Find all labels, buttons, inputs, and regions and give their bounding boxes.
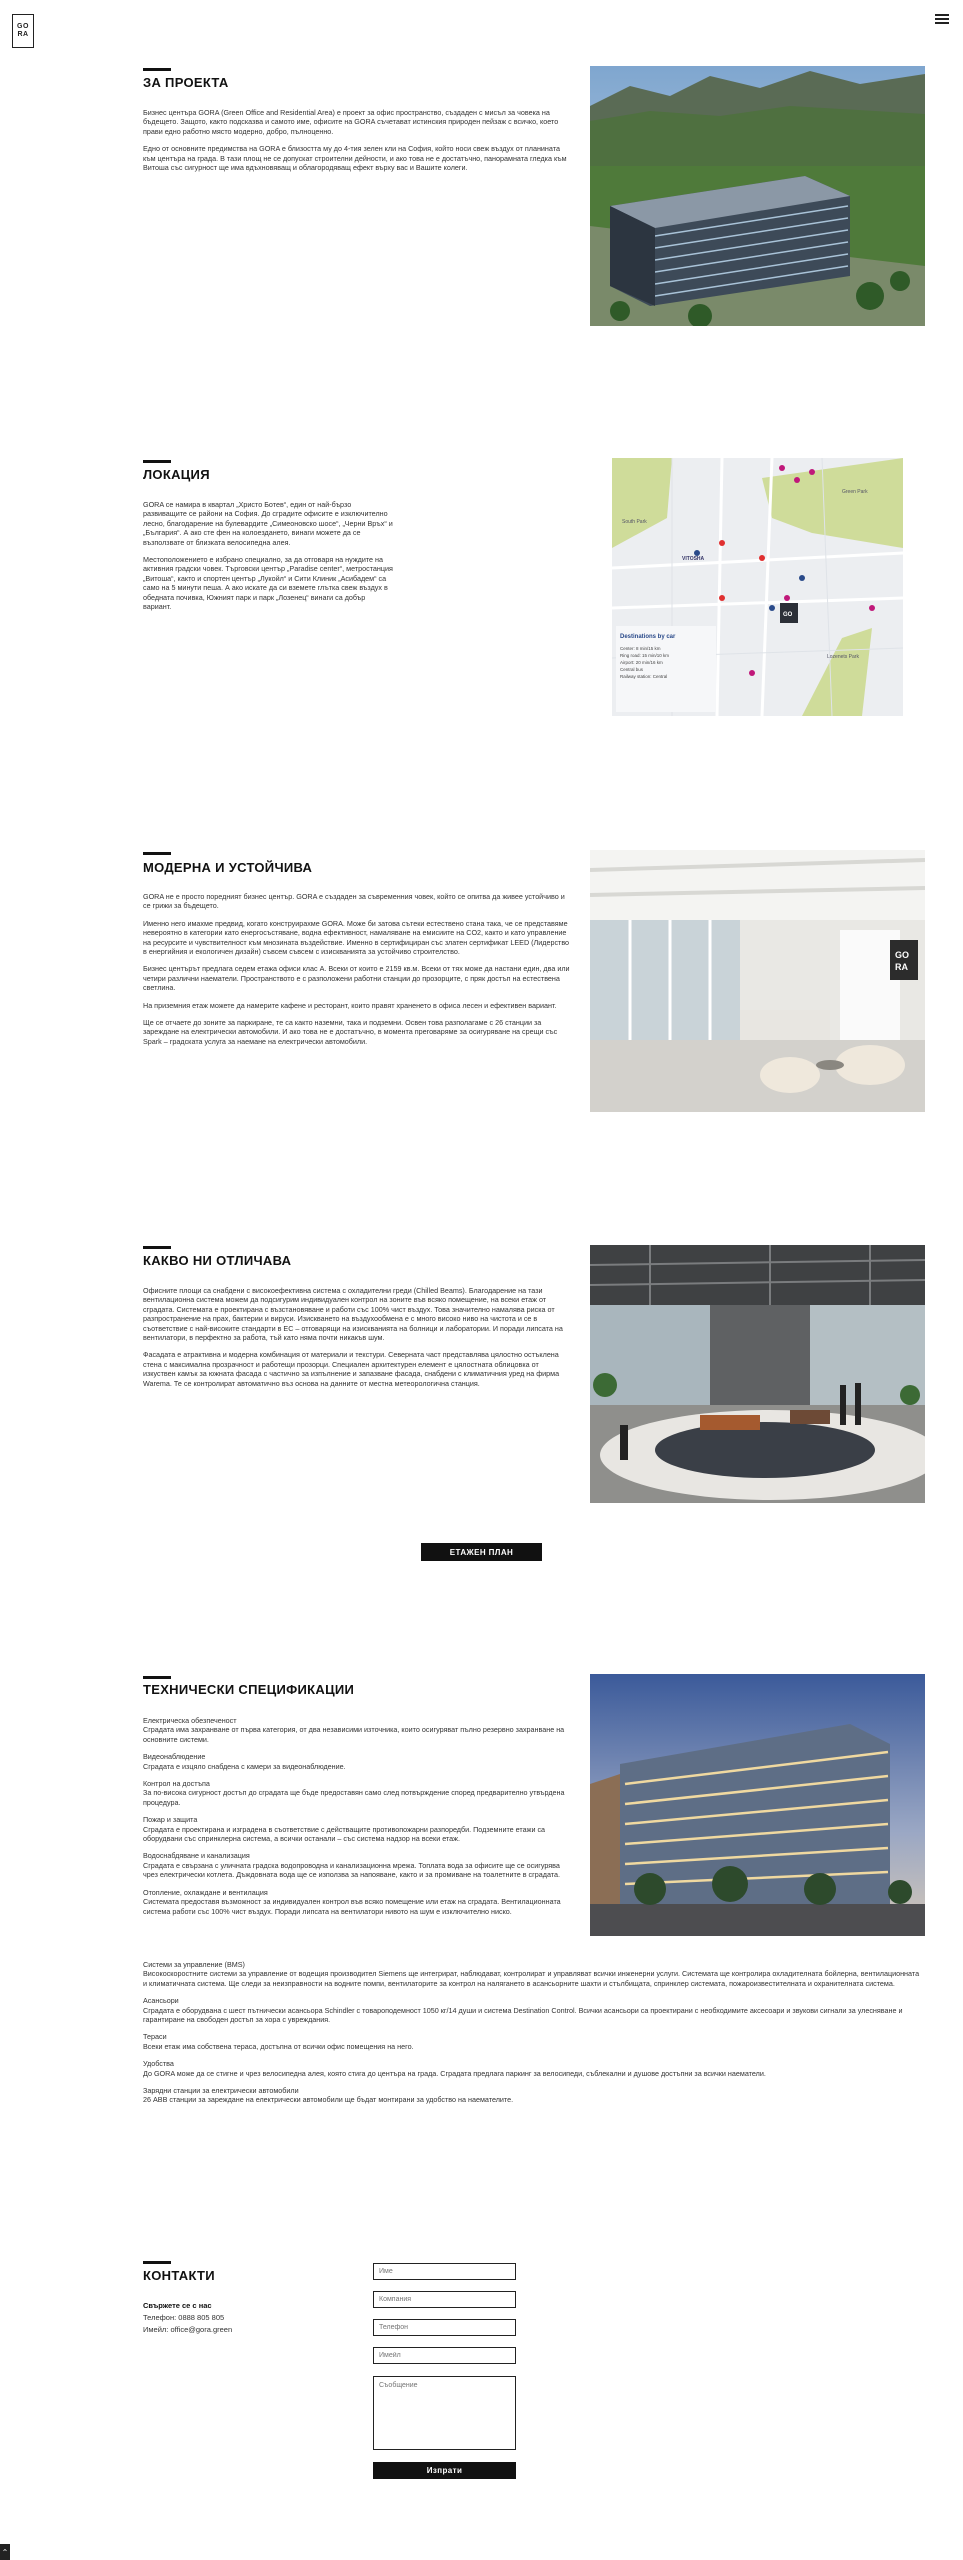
spec-desc: Сградата е свързана с уличната градска водопроводна и канализационна мрежа. Топлата вода за офисите ще се осигурява чрез електрически котлета. Дъждовната вода ще се използва за напояване, както и за промиване на тоалетните в сградата. xyxy=(143,1860,561,1880)
map-legend-item: Center: 8 min/15 km xyxy=(620,646,661,651)
svg-text:GO: GO xyxy=(783,612,793,618)
spec-desc: Сградата има захранване от първа категория, от два независими източника, които осигуряват пълно резервно захранване на основните системи. xyxy=(143,1725,565,1744)
logo-line1: GO xyxy=(17,23,29,30)
spec-title: Асансьори xyxy=(143,1996,179,2006)
section-divider xyxy=(143,1246,171,1249)
lobby-interior-photo xyxy=(590,850,925,1112)
name-input[interactable] xyxy=(373,2263,516,2280)
building-evening-photo xyxy=(590,1674,925,1936)
park-label: South Park xyxy=(622,519,647,525)
distinct-text xyxy=(143,1286,573,1396)
spec-desc: За по-висока сигурност достъп до сградата ще бъде предоставян само след потвърждение според предварително утвърдена процедура. xyxy=(143,1788,565,1807)
distinct-paragraph: Фасадата е атрактивна и модерна комбинация от материали и текстури. Северната част представлява цялостно остъклена стена с максимална прозрачност и работещи прозорци. Специален архитектурен елемент е цялостната облицовка от изкуствен камък за южната фасада с частично за изпълнение и запазване фасада, снабдени с климатичния уред на фирма Warema. Те се контролират автоматично въз основа на данните от местна метеорологична станция. xyxy=(143,1350,560,1388)
spec-item xyxy=(143,1888,573,1916)
spec-title: Пожар и защита xyxy=(143,1815,198,1825)
spec-title: Зарядни станции за електрически автомобили xyxy=(143,2086,299,2096)
location-paragraph: GORA се намира в квартал „Христо Ботев“, един от най-бързо развиващите се райони на София. До сградите офисите е изключително лесно, благодарение на булевардите „Симеоновско шосе“, „Черни Връх“ и „България“. А ако сте фен на колоездането, винаги можете да се възползвате от близката велосипедна алея. xyxy=(143,500,393,547)
spec-title: Водоснабдяване и канализация xyxy=(143,1851,250,1861)
spec-desc: 26 АВВ станции за зареждане на електрически автомобили ще бъдат монтирани за удобство на наемателите. xyxy=(143,2095,514,2105)
map-legend-title: Destinations by car xyxy=(620,634,676,640)
section-divider xyxy=(143,2261,171,2264)
spec-item xyxy=(143,1716,573,1744)
spec-title: Отопление, охлаждане и вентилация xyxy=(143,1887,268,1897)
phone-input[interactable] xyxy=(373,2319,516,2336)
metro-label: VITOSHA xyxy=(682,556,705,562)
spec-desc: Сградата е проектирана и изградена в съответствие с действащите противопожарни разпоредби. Подземните етажи са оборудвани със спринклерна система, а всички останали – със система надзор на всеки етаж. xyxy=(143,1824,546,1844)
office-interior-photo xyxy=(590,1245,925,1503)
spec-item xyxy=(143,1851,573,1879)
modern-paragraph: GORA не е просто поредният бизнес център. GORA е създаден за съвременния човек, който се опитва да живее устойчиво и се грижи за бъдещето. xyxy=(143,892,565,911)
spec-title: Видеонаблюдение xyxy=(143,1752,206,1762)
section-divider xyxy=(143,1676,171,1679)
contact-phone[interactable]: Телефон: 0888 805 805 xyxy=(143,2313,225,2322)
building-aerial-photo xyxy=(590,66,925,326)
contact-info xyxy=(143,2300,343,2336)
svg-text:RA: RA xyxy=(895,962,908,972)
modern-text xyxy=(143,892,573,1054)
park-label: Lozenets Park xyxy=(827,654,859,660)
spec-desc: До GORA може да се стигне и чрез велосипедна алея, която стига до центъра на града. Сградата предлага паркинг за велосипеди, съблекални и душове достъпни за всички наематели. xyxy=(143,2068,766,2078)
spec-title: Контрол на достъпа xyxy=(143,1779,210,1789)
about-text xyxy=(143,108,573,180)
message-textarea[interactable] xyxy=(373,2376,516,2450)
gora-logo[interactable] xyxy=(12,14,34,48)
location-title: ЛОКАЦИЯ xyxy=(143,467,210,482)
spec-item xyxy=(143,1779,573,1807)
spec-item xyxy=(143,2059,920,2078)
spec-desc: Високоскоростните системи за управление от водещия производител Siemens ще интегрират, наблюдават, контролират и управляват всички инженерни услуги. Системата ще контролира охладителната бойлерна, вентилационната и климатичната система. Ще следи за неизправности на водните помпи, вентилаторите за контрол на налягането в асансьорните шахти и стълбищата, спринклер системата, пожароизвестителната и охранителната система. xyxy=(143,1969,920,1988)
spec-title: Удобства xyxy=(143,2059,174,2069)
modern-paragraph: На приземния етаж можете да намерите кафене и ресторант, които правят храненето в офиса лесен и ефективен вариант. xyxy=(143,1000,557,1010)
section-divider xyxy=(143,852,171,855)
modern-paragraph: Именно него имахме предвид, когато конструирахме GORA. Може би затова сътеки естествено стана така, че се представяме невероятно в категории като енергосъстяване, водна ефективност, намаляване на емисиите на CO2, както и като управление на ресурсите и чувствителност към мнозината въздействие. Именно в сертифициран със златен сертификат LEED (Лидерство в енергийния и екологичен дизайн) съвсем съвсем с изискванията за устойчиво строителство. xyxy=(143,918,570,957)
section-divider xyxy=(143,460,171,463)
spec-item xyxy=(143,2032,920,2051)
hamburger-menu-icon[interactable] xyxy=(935,12,949,26)
distinct-paragraph: Офисните площи са снабдени с високоефективна система с охладителни греди (Chilled Beams). Благодарение на тази вентилационна система можем да подсигурим индивидуален контрол на зоните във всяко помещение, на всеки етаж от сградата. Системата е проектирана с възстановяване и работи със 100% чист въздух. Това значително намалява риска от разпространение на прах, бактерии и вируси. Изискването на въздухообмена е с много високо ниво на чистота и се в съответствие с най-високите стандарти в ЕС – отговарящи на изискванията на болници и лаборатории. И поради липсата на вентилатори, в перфектно за работа, тъй като няма почти никакъв шум. xyxy=(143,1286,563,1343)
spec-item xyxy=(143,2086,920,2105)
spec-item xyxy=(143,1996,920,2024)
spec-desc: Системата предоставя възможност за индивидуален контрол във всяко помещение или етаж на сградата. Вентилационната система работи със 100% чист въздух. Поради липсата на вентилатори нивото на шум е изключително ниско. xyxy=(143,1897,561,1916)
location-paragraph: Местоположението е избрано специално, за да отговаря на нуждите на активния градски човек. Търговски център „Paradise center“, метростанция „Витоша“, както и спортен център „Лукойл“ и Сити Клиник „Асибадем“ са само на 5 минути пеша. А ако искате да си вземете глътка свеж въздух в обедната почивка, Южният парк и парк „Лозенец“ винаги са добър вариант. xyxy=(143,555,393,612)
logo-line2: RA xyxy=(17,31,29,38)
svg-text:GO: GO xyxy=(895,950,910,960)
map-legend-item: Ring road: 15 min/10 km xyxy=(620,653,670,658)
about-paragraph: Едно от основните предимства на GORA е близостта му до 4-тия зелен кли на София, който носи свеж въздух от планината към центъра на града. В тази площ не се допускат строителни дейности, и ако това не е достатъчно, панорамната гледка към Витоша със сигурност ще има вдъхновяващ и облагородяващ ефект върху вас и Вашите колеги. xyxy=(143,144,567,173)
spec-title: Тераси xyxy=(143,2032,167,2042)
contact-subtitle: Свържете се с нас xyxy=(143,2301,212,2310)
modern-paragraph: Бизнес центърът предлага седем етажа офиси клас А. Всеки от които е 2159 кв.м. Всеки от тях може да настани един, два или четири различни наематели. Пространството е с разположени работни станции до прозорците, с пряк достъп на естествена светлина. xyxy=(143,964,570,993)
scroll-to-top-icon[interactable]: ⌃ xyxy=(0,2544,10,2560)
email-input[interactable] xyxy=(373,2347,516,2364)
spec-item xyxy=(143,1815,573,1843)
about-title: ЗА ПРОЕКТА xyxy=(143,75,229,90)
location-map[interactable] xyxy=(612,458,903,716)
spec-desc: Сградата е оборудвана с шест пътнически асансьора Schindler с товароподемност 1050 кг/14 души и система Destination Control. Всички асансьори са проектирани с необходимите аксесоари и звукови сигнали за улесняване и гарантиране на свободен достъп за хора с увреждания. xyxy=(143,2005,903,2025)
spec-item xyxy=(143,1752,573,1771)
spec-desc: Всеки етаж има собствена тераса, достъпна от всички офис помещения на него. xyxy=(143,2041,414,2051)
specs-list-wide xyxy=(143,1960,920,2113)
map-legend-item: Airport: 20 min/16 km xyxy=(620,660,663,665)
floor-plan-button[interactable]: ЕТАЖЕН ПЛАН xyxy=(421,1543,542,1561)
submit-button[interactable]: Изпрати xyxy=(373,2462,516,2479)
map-legend-item: Central bus xyxy=(620,667,644,672)
spec-desc: Сградата е изцяло снабдена с камери за видеонаблюдение. xyxy=(143,1761,346,1771)
modern-paragraph: Ще се отчаете до зоните за паркиране, те са както наземни, така и подземни. Освен това разполагаме с 26 станции за зареждане на електрически автомобили. И ако това не е достатъчно, в момента преговаряме за осигуряване на срещи със Spark – градската услуга за наемане на електрически автомобили. xyxy=(143,1018,558,1046)
spec-item xyxy=(143,1960,920,1988)
modern-title: МОДЕРНА И УСТОЙЧИВА xyxy=(143,860,313,875)
distinct-title: КАКВО НИ ОТЛИЧАВА xyxy=(143,1253,292,1268)
park-label: Green Park xyxy=(842,489,868,495)
contacts-title: КОНТАКТИ xyxy=(143,2268,215,2283)
spec-title: Системи за управление (BMS) xyxy=(143,1960,245,1969)
company-input[interactable] xyxy=(373,2291,516,2308)
specs-title: ТЕХНИЧЕСКИ СПЕЦИФИКАЦИИ xyxy=(143,1682,355,1697)
section-divider xyxy=(143,68,171,71)
spec-title: Електрическа обезпеченост xyxy=(143,1716,237,1725)
location-text xyxy=(143,500,393,619)
map-legend-item: Railway station: Central xyxy=(620,674,668,679)
contact-email[interactable]: Имейл: office@gora.green xyxy=(143,2325,233,2334)
about-paragraph: Бизнес центъра GORA (Green Office and Residential Area) е проект за офис пространство, създаден с мисъл за човека на бъдещето. Защото, както подсказва и самото име, офисите на GORA съчетават истинския природен пейзаж с всичко, което прави едно работно място модерно, добро, пълноценно. xyxy=(143,108,559,136)
specs-list-left xyxy=(143,1716,573,1924)
